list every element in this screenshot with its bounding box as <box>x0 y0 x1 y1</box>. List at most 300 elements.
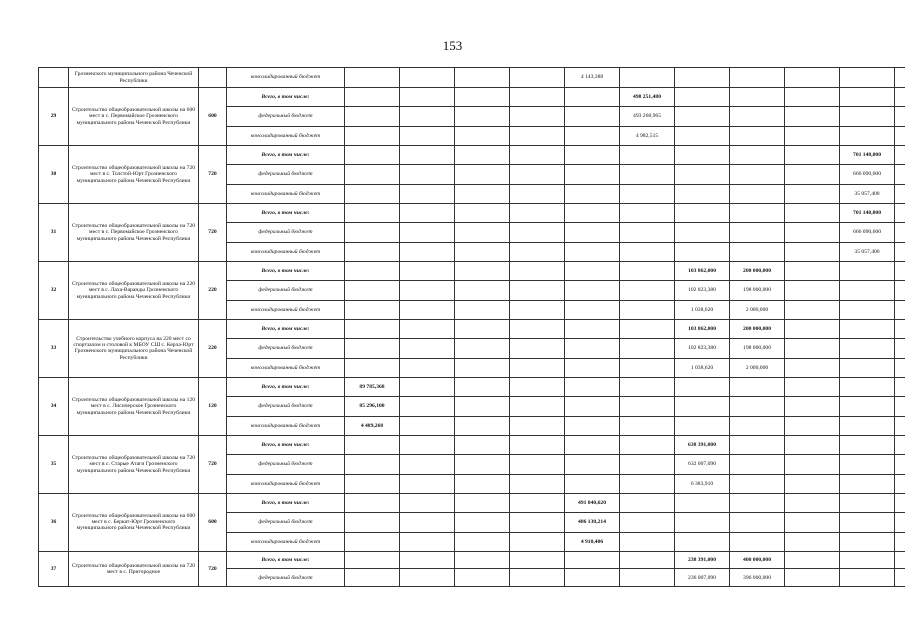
value-cell: 493 268,965 <box>620 107 675 126</box>
value-cell <box>510 551 565 569</box>
value-cell: 238 391,000 <box>675 551 730 569</box>
value-cell <box>895 455 905 474</box>
value-cell: 102 823,380 <box>675 281 730 300</box>
value-cell <box>840 513 895 532</box>
value-cell <box>565 455 620 474</box>
value-cell <box>895 513 905 532</box>
value-cell <box>345 493 400 512</box>
value-cell <box>400 281 455 300</box>
value-cell <box>785 165 840 184</box>
value-cell <box>620 319 675 338</box>
budget-type-cell: федеральный бюджет <box>227 165 345 184</box>
value-cell <box>455 397 510 416</box>
value-cell <box>565 397 620 416</box>
budget-type-cell: федеральный бюджет <box>227 513 345 532</box>
value-cell <box>730 532 785 551</box>
value-cell <box>895 569 905 587</box>
value-cell <box>895 358 905 377</box>
value-cell <box>510 319 565 338</box>
value-cell <box>620 184 675 203</box>
value-cell <box>895 126 905 145</box>
budget-type-cell: Всего, в том числе: <box>227 319 345 338</box>
value-cell <box>345 319 400 338</box>
value-cell <box>675 416 730 435</box>
value-cell <box>785 513 840 532</box>
value-cell <box>675 145 730 164</box>
object-name-cell: Строительство общеобразовательной школы на 720 мест в с. Старые Атаги Грозненского муниципального района Чеченской Республики <box>69 435 199 493</box>
value-cell <box>510 223 565 242</box>
value-cell <box>400 88 455 107</box>
value-cell <box>510 493 565 512</box>
value-cell <box>620 416 675 435</box>
value-cell <box>455 493 510 512</box>
table-row-partial <box>39 68 905 88</box>
value-cell <box>565 145 620 164</box>
value-cell: 4 489,268 <box>345 416 400 435</box>
value-cell <box>455 358 510 377</box>
value-cell: 638 391,000 <box>675 435 730 454</box>
budget-type-cell: Всего, в том числе: <box>227 493 345 512</box>
value-cell <box>455 416 510 435</box>
value-cell <box>675 397 730 416</box>
value-cell <box>620 455 675 474</box>
value-cell <box>400 435 455 454</box>
value-cell <box>400 319 455 338</box>
value-cell <box>675 532 730 551</box>
value-cell <box>400 551 455 569</box>
value-cell <box>565 242 620 261</box>
value-cell: 498 251,480 <box>620 88 675 107</box>
value-cell <box>565 261 620 280</box>
budget-table-body <box>39 68 905 587</box>
value-cell <box>895 532 905 551</box>
value-cell <box>840 107 895 126</box>
value-cell <box>730 145 785 164</box>
table-row <box>39 88 905 107</box>
capacity-cell: 600 <box>199 88 227 146</box>
value-cell <box>400 339 455 358</box>
value-cell <box>510 107 565 126</box>
value-cell <box>510 474 565 493</box>
value-cell <box>455 223 510 242</box>
value-cell <box>510 435 565 454</box>
budget-type-cell: консолидированный бюджет <box>227 416 345 435</box>
value-cell <box>510 165 565 184</box>
object-name-cell: Строительство общеобразовательной школы на 720 мест в с. Толстой-Юрт Грозненского муниципального района Чеченской Республики <box>69 145 199 203</box>
value-cell <box>785 493 840 512</box>
table-row <box>39 203 905 222</box>
value-cell <box>620 203 675 222</box>
value-cell <box>895 68 905 88</box>
value-cell <box>895 88 905 107</box>
value-cell <box>510 532 565 551</box>
value-cell <box>455 513 510 532</box>
value-cell <box>840 435 895 454</box>
object-name-cell: Строительство учебного корпуса на 220 мест со спортзалом и столовой к МБОУ СШ с. Керла-Юрт Грозненского муниципального района Чеченской Республики <box>69 319 199 377</box>
table-row <box>39 261 905 280</box>
value-cell <box>895 261 905 280</box>
value-cell <box>510 358 565 377</box>
value-cell: 102 823,380 <box>675 339 730 358</box>
value-cell <box>895 184 905 203</box>
value-cell <box>345 165 400 184</box>
value-cell <box>345 474 400 493</box>
value-cell <box>510 416 565 435</box>
value-cell: 701 148,000 <box>840 203 895 222</box>
value-cell <box>345 339 400 358</box>
value-cell <box>785 474 840 493</box>
value-cell: 666 090,600 <box>840 165 895 184</box>
value-cell <box>785 261 840 280</box>
value-cell <box>565 281 620 300</box>
value-cell <box>840 551 895 569</box>
budget-type-cell: консолидированный бюджет <box>227 358 345 377</box>
value-cell: 198 000,000 <box>730 339 785 358</box>
value-cell <box>895 435 905 454</box>
value-cell <box>345 68 400 88</box>
value-cell <box>455 88 510 107</box>
table-row <box>39 435 905 454</box>
value-cell <box>565 339 620 358</box>
value-cell <box>400 416 455 435</box>
value-cell <box>455 184 510 203</box>
object-name-cell: Строительство общеобразовательной школы на 600 мест в с. Беркат-Юрт Грозненского муниципального района Чеченской Республики <box>69 493 199 551</box>
budget-type-cell: Всего, в том числе: <box>227 145 345 164</box>
value-cell: 486 130,214 <box>565 513 620 532</box>
budget-type-cell: федеральный бюджет <box>227 281 345 300</box>
value-cell <box>620 435 675 454</box>
value-cell <box>400 242 455 261</box>
value-cell <box>400 455 455 474</box>
value-cell <box>455 261 510 280</box>
value-cell <box>455 569 510 587</box>
value-cell <box>730 184 785 203</box>
value-cell <box>565 416 620 435</box>
value-cell <box>840 261 895 280</box>
value-cell <box>730 474 785 493</box>
value-cell <box>840 319 895 338</box>
budget-type-cell: Всего, в том числе: <box>227 435 345 454</box>
value-cell <box>510 68 565 88</box>
value-cell <box>675 126 730 145</box>
value-cell: 396 000,000 <box>730 569 785 587</box>
value-cell: 85 296,100 <box>345 397 400 416</box>
value-cell: 6 383,910 <box>675 474 730 493</box>
value-cell: 491 040,620 <box>565 493 620 512</box>
value-cell <box>620 145 675 164</box>
value-cell <box>345 300 400 319</box>
value-cell <box>895 474 905 493</box>
page-number: 153 <box>442 38 463 53</box>
object-name-cell: Строительство общеобразовательной школы на 120 мест в с. Лисичерское Грозненского муниципального района Чеченской Республики <box>69 377 199 435</box>
value-cell <box>675 513 730 532</box>
table-row <box>39 145 905 164</box>
value-cell <box>620 513 675 532</box>
value-cell: 236 007,090 <box>675 569 730 587</box>
value-cell <box>400 569 455 587</box>
value-cell: 198 000,000 <box>730 281 785 300</box>
budget-type-cell: федеральный бюджет <box>227 339 345 358</box>
budget-type-cell: Всего, в том числе: <box>227 88 345 107</box>
value-cell <box>510 281 565 300</box>
row-number-cell: 34 <box>39 377 69 435</box>
value-cell <box>400 474 455 493</box>
value-cell <box>895 203 905 222</box>
value-cell <box>620 397 675 416</box>
value-cell <box>675 68 730 88</box>
capacity-cell: 720 <box>199 203 227 261</box>
value-cell <box>565 203 620 222</box>
value-cell <box>345 88 400 107</box>
value-cell <box>895 416 905 435</box>
value-cell <box>895 551 905 569</box>
capacity-cell: 220 <box>199 319 227 377</box>
value-cell <box>620 569 675 587</box>
value-cell <box>510 88 565 107</box>
value-cell <box>840 126 895 145</box>
value-cell <box>730 68 785 88</box>
table-row <box>39 319 905 338</box>
budget-type-cell: федеральный бюджет <box>227 107 345 126</box>
row-number-cell: 32 <box>39 261 69 319</box>
value-cell <box>675 184 730 203</box>
value-cell <box>400 68 455 88</box>
object-name-cell: Строительство общеобразовательной школы на 220 мест в с. Лаха-Варанды Грозненского муниципального района Чеченской Республики <box>69 261 199 319</box>
value-cell <box>620 281 675 300</box>
value-cell <box>345 126 400 145</box>
row-number-cell: 30 <box>39 145 69 203</box>
value-cell <box>565 551 620 569</box>
value-cell <box>675 377 730 396</box>
value-cell <box>400 532 455 551</box>
value-cell <box>510 145 565 164</box>
value-cell <box>565 474 620 493</box>
value-cell <box>620 165 675 184</box>
value-cell <box>840 339 895 358</box>
value-cell <box>565 300 620 319</box>
budget-type-cell: федеральный бюджет <box>227 223 345 242</box>
value-cell <box>620 300 675 319</box>
value-cell <box>510 397 565 416</box>
value-cell <box>400 165 455 184</box>
capacity-cell: 120 <box>199 377 227 435</box>
budget-type-cell: Всего, в том числе: <box>227 377 345 396</box>
budget-type-cell: Всего, в том числе: <box>227 203 345 222</box>
value-cell <box>400 493 455 512</box>
value-cell <box>675 242 730 261</box>
value-cell <box>840 397 895 416</box>
value-cell <box>730 223 785 242</box>
value-cell <box>785 242 840 261</box>
value-cell <box>785 203 840 222</box>
value-cell <box>455 281 510 300</box>
value-cell <box>620 474 675 493</box>
value-cell <box>895 397 905 416</box>
value-cell <box>455 435 510 454</box>
value-cell <box>895 107 905 126</box>
value-cell <box>785 88 840 107</box>
value-cell <box>455 165 510 184</box>
value-cell <box>455 126 510 145</box>
value-cell <box>510 242 565 261</box>
capacity-cell: 720 <box>199 551 227 586</box>
budget-type-cell: консолидированный бюджет <box>227 242 345 261</box>
value-cell <box>785 126 840 145</box>
value-cell <box>840 68 895 88</box>
value-cell <box>620 223 675 242</box>
value-cell <box>510 300 565 319</box>
value-cell <box>675 165 730 184</box>
value-cell <box>345 223 400 242</box>
row-number-cell <box>39 68 69 88</box>
value-cell <box>565 88 620 107</box>
value-cell <box>785 435 840 454</box>
value-cell <box>895 165 905 184</box>
value-cell <box>400 358 455 377</box>
value-cell <box>785 223 840 242</box>
capacity-cell: 220 <box>199 261 227 319</box>
budget-type-cell: Всего, в том числе: <box>227 551 345 569</box>
value-cell <box>345 145 400 164</box>
value-cell <box>730 242 785 261</box>
value-cell <box>510 455 565 474</box>
value-cell <box>785 107 840 126</box>
value-cell <box>785 532 840 551</box>
value-cell: 35 057,400 <box>840 242 895 261</box>
value-cell: 200 000,000 <box>730 319 785 338</box>
value-cell <box>510 513 565 532</box>
value-cell <box>455 203 510 222</box>
value-cell <box>565 435 620 454</box>
value-cell <box>510 377 565 396</box>
row-number-cell: 36 <box>39 493 69 551</box>
value-cell <box>730 377 785 396</box>
value-cell <box>840 455 895 474</box>
value-cell <box>840 377 895 396</box>
value-cell <box>730 88 785 107</box>
value-cell <box>785 145 840 164</box>
capacity-cell: 720 <box>199 145 227 203</box>
budget-type-cell: федеральный бюджет <box>227 455 345 474</box>
value-cell <box>785 397 840 416</box>
object-name-cell: Строительство общеобразовательной школы на 720 мест в с. Пригородное <box>69 551 199 586</box>
value-cell <box>455 455 510 474</box>
value-cell <box>455 68 510 88</box>
value-cell <box>345 261 400 280</box>
value-cell: 400 000,000 <box>730 551 785 569</box>
value-cell <box>730 493 785 512</box>
value-cell <box>455 532 510 551</box>
value-cell <box>620 261 675 280</box>
value-cell <box>895 339 905 358</box>
value-cell <box>345 455 400 474</box>
value-cell <box>895 145 905 164</box>
value-cell <box>565 184 620 203</box>
value-cell <box>455 300 510 319</box>
budget-type-cell: консолидированный бюджет <box>227 532 345 551</box>
value-cell: 2 000,000 <box>730 358 785 377</box>
value-cell: 2 000,000 <box>730 300 785 319</box>
value-cell <box>785 300 840 319</box>
value-cell <box>400 107 455 126</box>
value-cell <box>840 474 895 493</box>
value-cell <box>620 339 675 358</box>
value-cell <box>510 126 565 145</box>
budget-type-cell: консолидированный бюджет <box>227 300 345 319</box>
value-cell <box>345 532 400 551</box>
value-cell <box>840 88 895 107</box>
value-cell: 103 862,000 <box>675 319 730 338</box>
value-cell <box>840 532 895 551</box>
value-cell <box>785 358 840 377</box>
value-cell <box>345 242 400 261</box>
budget-type-cell: федеральный бюджет <box>227 397 345 416</box>
value-cell: 200 000,000 <box>730 261 785 280</box>
value-cell: 1 038,620 <box>675 300 730 319</box>
value-cell <box>620 377 675 396</box>
value-cell <box>345 569 400 587</box>
value-cell <box>345 513 400 532</box>
value-cell: 35 057,400 <box>840 184 895 203</box>
value-cell <box>400 203 455 222</box>
value-cell <box>400 300 455 319</box>
object-name-cell: Грозненского муниципального района Чеченской Республики <box>69 68 199 88</box>
budget-table <box>38 67 905 587</box>
value-cell <box>345 203 400 222</box>
value-cell <box>565 107 620 126</box>
value-cell <box>620 242 675 261</box>
value-cell <box>565 358 620 377</box>
value-cell <box>345 551 400 569</box>
budget-type-cell: консолидированный бюджет <box>227 184 345 203</box>
value-cell <box>840 493 895 512</box>
value-cell <box>400 184 455 203</box>
value-cell <box>895 223 905 242</box>
row-number-cell: 29 <box>39 88 69 146</box>
value-cell <box>400 377 455 396</box>
value-cell <box>455 319 510 338</box>
value-cell <box>840 416 895 435</box>
value-cell <box>565 223 620 242</box>
capacity-cell <box>199 68 227 88</box>
value-cell: 632 007,090 <box>675 455 730 474</box>
value-cell <box>730 513 785 532</box>
value-cell <box>565 569 620 587</box>
budget-type-cell: консолидированный бюджет <box>227 474 345 493</box>
value-cell: 89 785,368 <box>345 377 400 396</box>
value-cell <box>345 435 400 454</box>
value-cell <box>620 551 675 569</box>
value-cell: 666 090,600 <box>840 223 895 242</box>
value-cell <box>895 493 905 512</box>
value-cell <box>785 281 840 300</box>
budget-type-cell: Всего, в том числе: <box>227 261 345 280</box>
value-cell <box>400 513 455 532</box>
value-cell <box>675 223 730 242</box>
object-name-cell: Строительство общеобразовательной школы на 600 мест в с. Первомайское Грозненского муниципального района Чеченской Республики <box>69 88 199 146</box>
value-cell <box>785 319 840 338</box>
value-cell <box>730 397 785 416</box>
value-cell <box>620 532 675 551</box>
value-cell <box>620 68 675 88</box>
value-cell <box>455 242 510 261</box>
value-cell <box>895 377 905 396</box>
value-cell <box>730 165 785 184</box>
value-cell <box>345 281 400 300</box>
object-name-cell: Строительство общеобразовательной школы на 720 мест в с. Первомайское Грозненского муниципального района Чеченской Республики <box>69 203 199 261</box>
value-cell <box>455 551 510 569</box>
row-number-cell: 37 <box>39 551 69 586</box>
